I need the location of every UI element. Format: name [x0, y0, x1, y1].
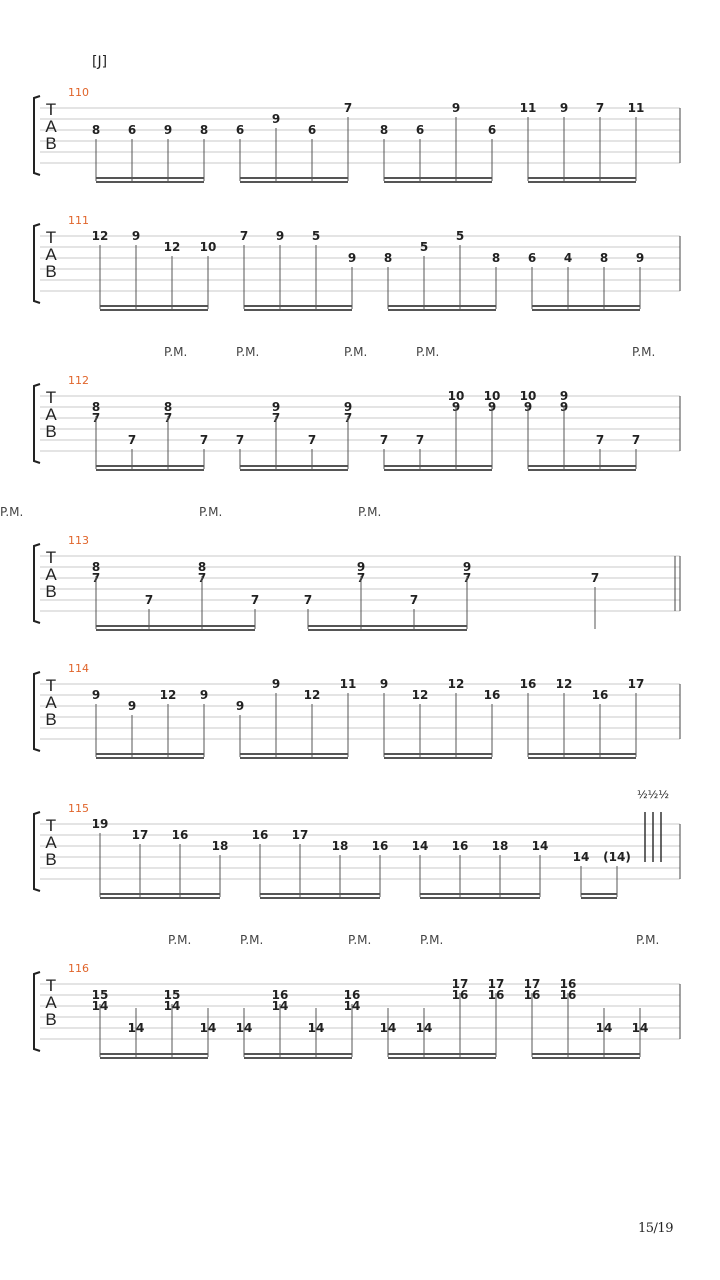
fret-number: 14	[235, 1021, 253, 1035]
tab-clef-letter: T	[45, 100, 57, 119]
fret-number: 14	[91, 999, 109, 1013]
tab-clef-letter: T	[45, 676, 57, 695]
tab-system	[0, 505, 680, 631]
fret-number: 9	[271, 400, 281, 414]
beam	[96, 177, 204, 179]
fret-number: 9	[559, 389, 569, 403]
fret-number: 14	[415, 1021, 433, 1035]
fret-number: 17	[523, 977, 541, 991]
fret-number: 8	[379, 123, 389, 137]
fret-number: 9	[635, 251, 645, 265]
fret-number: 17	[487, 977, 505, 991]
fret-number: 7	[590, 571, 600, 585]
palm-mute-label: P.M.	[168, 933, 192, 947]
fret-number: 7	[91, 571, 101, 585]
palm-mute-label: P.M.	[236, 345, 260, 359]
beam	[244, 1053, 352, 1055]
fret-number: 11	[339, 677, 357, 691]
beam	[260, 893, 380, 895]
measure-number: 113	[68, 534, 89, 547]
tab-clef-letter: T	[45, 976, 57, 995]
fret-number: 14	[163, 999, 181, 1013]
fret-number: 6	[127, 123, 137, 137]
fret-number: 8	[383, 251, 393, 265]
fret-number: 19	[91, 817, 109, 831]
fret-number: 9	[271, 112, 281, 126]
fret-number: 8	[599, 251, 609, 265]
tab-clef-letter: A	[45, 245, 57, 264]
section-label: [J]	[92, 54, 108, 70]
measure-number: 110	[68, 86, 89, 99]
fret-number: 16	[251, 828, 269, 842]
fret-number: 14	[595, 1021, 613, 1035]
beam	[420, 897, 540, 899]
fret-number: 10	[519, 389, 537, 403]
tab-clef-letter: B	[45, 582, 57, 601]
beam	[240, 757, 348, 759]
palm-mute-label: P.M.	[416, 345, 440, 359]
palm-mute-label: P.M.	[344, 345, 368, 359]
tab-system	[34, 345, 680, 471]
measure-number: 112	[68, 374, 89, 387]
beam	[384, 181, 492, 183]
beam	[388, 1053, 496, 1055]
beam	[96, 757, 204, 759]
tab-system	[34, 788, 680, 899]
fret-number: 14	[127, 1021, 145, 1035]
fret-number: 9	[451, 101, 461, 115]
fret-number: 9	[131, 229, 141, 243]
fret-number: 18	[491, 839, 509, 853]
beam	[96, 753, 204, 755]
fret-number: 14	[531, 839, 549, 853]
fret-number: 10	[199, 240, 217, 254]
fret-number: 12	[91, 229, 109, 243]
system-bracket	[34, 96, 40, 175]
fret-number: 14	[379, 1021, 397, 1035]
fret-number: 6	[415, 123, 425, 137]
fret-number: 14	[411, 839, 429, 853]
beam	[240, 465, 348, 467]
fret-number: 14	[343, 999, 361, 1013]
fret-number: 9	[356, 560, 366, 574]
fret-number: 14	[572, 850, 590, 864]
system-bracket	[34, 672, 40, 751]
fret-number: 7	[271, 411, 281, 425]
fret-number: 16	[371, 839, 389, 853]
beam	[528, 757, 636, 759]
beam	[240, 753, 348, 755]
fret-number: 16	[451, 988, 469, 1002]
fret-number: 16	[523, 988, 541, 1002]
beam	[528, 181, 636, 183]
fret-number: 7	[595, 433, 605, 447]
beam	[308, 629, 467, 631]
fret-number: 12	[159, 688, 177, 702]
fret-number: 7	[415, 433, 425, 447]
beam	[532, 309, 640, 311]
fret-number: 12	[163, 240, 181, 254]
beam	[532, 1053, 640, 1055]
fret-number: 15	[91, 988, 109, 1002]
fret-number: 7	[127, 433, 137, 447]
fret-number: 7	[163, 411, 173, 425]
fret-number: 9	[347, 251, 357, 265]
palm-mute-label: P.M.	[632, 345, 656, 359]
measure-number: 111	[68, 214, 89, 227]
beam	[528, 177, 636, 179]
fret-number: 7	[199, 433, 209, 447]
beam	[528, 465, 636, 467]
fret-number: 8	[91, 560, 101, 574]
beam	[420, 893, 540, 895]
fret-number: (14)	[603, 850, 631, 864]
fret-number: 8	[199, 123, 209, 137]
fret-number: 16	[171, 828, 189, 842]
tab-system	[34, 933, 680, 1059]
palm-mute-label: P.M.	[420, 933, 444, 947]
fret-number: 8	[197, 560, 207, 574]
fret-number: 17	[291, 828, 309, 842]
tab-clef-letter: A	[45, 405, 57, 424]
system-bracket	[34, 224, 40, 303]
fret-number: 9	[271, 677, 281, 691]
tab-clef-letter: B	[45, 262, 57, 281]
fret-number: 15	[163, 988, 181, 1002]
fret-number: 7	[343, 101, 353, 115]
fret-number: 7	[239, 229, 249, 243]
beam	[244, 1057, 352, 1059]
beam	[100, 1057, 208, 1059]
fret-number: 14	[199, 1021, 217, 1035]
beam	[100, 897, 220, 899]
fret-number: 9	[559, 101, 569, 115]
system-bracket	[34, 544, 40, 623]
fret-number: 7	[343, 411, 353, 425]
fret-number: 9	[127, 699, 137, 713]
fret-number: 16	[519, 677, 537, 691]
fret-number: 9	[451, 400, 461, 414]
fret-number: 7	[144, 593, 154, 607]
beam	[244, 305, 352, 307]
fret-number: 7	[379, 433, 389, 447]
measure-number: 116	[68, 962, 89, 975]
beam	[528, 469, 636, 471]
tab-clef-letter: T	[45, 548, 57, 567]
tab-clef-letter: A	[45, 833, 57, 852]
fret-number: 7	[409, 593, 419, 607]
fret-number: 9	[163, 123, 173, 137]
beam	[384, 469, 492, 471]
fret-number: 7	[595, 101, 605, 115]
fret-number: 6	[487, 123, 497, 137]
fret-number: 12	[411, 688, 429, 702]
beam	[532, 305, 640, 307]
fret-number: 11	[519, 101, 537, 115]
fret-number: 18	[331, 839, 349, 853]
fret-number: 14	[307, 1021, 325, 1035]
beam	[96, 181, 204, 183]
fret-number: 16	[559, 988, 577, 1002]
beam	[96, 629, 255, 631]
fret-number: 7	[250, 593, 260, 607]
system-bracket	[34, 972, 40, 1051]
fret-number: 7	[197, 571, 207, 585]
fret-number: 7	[307, 433, 317, 447]
beam	[100, 1053, 208, 1055]
fret-number: 7	[303, 593, 313, 607]
fret-number: 9	[523, 400, 533, 414]
fret-number: 7	[462, 571, 472, 585]
beam	[388, 309, 496, 311]
fret-number: 9	[559, 400, 569, 414]
tab-clef-letter: A	[45, 117, 57, 136]
fret-number: 10	[483, 389, 501, 403]
beam	[100, 893, 220, 895]
palm-mute-label: P.M.	[199, 505, 223, 519]
fret-number: 7	[235, 433, 245, 447]
beam	[96, 625, 255, 627]
beam	[100, 305, 208, 307]
system-bracket	[34, 384, 40, 463]
tab-clef-letter: T	[45, 816, 57, 835]
tab-system	[34, 86, 680, 183]
fret-number: 10	[447, 389, 465, 403]
fret-number: 18	[211, 839, 229, 853]
beam	[240, 177, 348, 179]
fret-number: 16	[483, 688, 501, 702]
fret-number: 8	[163, 400, 173, 414]
tab-clef-letter: B	[45, 422, 57, 441]
fret-number: 12	[447, 677, 465, 691]
fret-number: 7	[91, 411, 101, 425]
fret-number: 8	[91, 123, 101, 137]
tab-clef-letter: T	[45, 388, 57, 407]
beam	[100, 309, 208, 311]
fret-number: 9	[235, 699, 245, 713]
fret-number: 9	[462, 560, 472, 574]
fret-number: 11	[627, 101, 645, 115]
fret-number: 5	[455, 229, 465, 243]
fret-number: 8	[491, 251, 501, 265]
fret-number: 5	[311, 229, 321, 243]
fret-number: 12	[303, 688, 321, 702]
beam	[384, 753, 492, 755]
fret-number: 17	[131, 828, 149, 842]
fret-number: 8	[91, 400, 101, 414]
measure-number: 114	[68, 662, 89, 675]
fret-number: 7	[356, 571, 366, 585]
beam	[96, 465, 204, 467]
tab-system	[34, 214, 680, 311]
palm-mute-label: P.M.	[358, 505, 382, 519]
beam	[260, 897, 380, 899]
fret-number: 9	[199, 688, 209, 702]
beam	[240, 469, 348, 471]
fret-number: 16	[343, 988, 361, 1002]
beam	[388, 1057, 496, 1059]
fret-number: 12	[555, 677, 573, 691]
beam	[308, 625, 467, 627]
beam	[384, 757, 492, 759]
palm-mute-label: P.M.	[164, 345, 188, 359]
fret-number: 9	[343, 400, 353, 414]
fret-number: 17	[451, 977, 469, 991]
fret-number: 17	[627, 677, 645, 691]
fret-number: 16	[451, 839, 469, 853]
beam	[240, 181, 348, 183]
system-bracket	[34, 812, 40, 891]
tab-clef-letter: B	[45, 1010, 57, 1029]
beam	[581, 897, 617, 899]
tab-clef-letter: A	[45, 993, 57, 1012]
tab-clef-letter: B	[45, 134, 57, 153]
palm-mute-label: P.M.	[0, 505, 24, 519]
fret-number: 4	[563, 251, 573, 265]
fret-number: 6	[307, 123, 317, 137]
tab-clef-letter: A	[45, 565, 57, 584]
beam	[532, 1057, 640, 1059]
fret-number: 9	[275, 229, 285, 243]
fret-number: 6	[235, 123, 245, 137]
fret-number: 6	[527, 251, 537, 265]
fret-number: 9	[379, 677, 389, 691]
fret-number: 16	[559, 977, 577, 991]
tab-clef-letter: A	[45, 693, 57, 712]
fret-number: 5	[419, 240, 429, 254]
palm-mute-label: P.M.	[348, 933, 372, 947]
fret-number: 16	[591, 688, 609, 702]
page-number: 15/19	[638, 1221, 673, 1236]
fret-number: 7	[631, 433, 641, 447]
beam	[384, 465, 492, 467]
beam	[388, 305, 496, 307]
fret-number: 16	[487, 988, 505, 1002]
fret-number: 9	[91, 688, 101, 702]
tab-system	[34, 662, 680, 759]
whammy-label: ½½½	[637, 788, 669, 801]
fret-number: 9	[487, 400, 497, 414]
beam	[581, 893, 617, 895]
beam	[96, 469, 204, 471]
palm-mute-label: P.M.	[240, 933, 264, 947]
tab-clef-letter: B	[45, 710, 57, 729]
fret-number: 14	[271, 999, 289, 1013]
measure-number: 115	[68, 802, 89, 815]
beam	[528, 753, 636, 755]
beam	[384, 177, 492, 179]
fret-number: 16	[271, 988, 289, 1002]
tab-clef-letter: B	[45, 850, 57, 869]
palm-mute-label: P.M.	[636, 933, 660, 947]
tab-clef-letter: T	[45, 228, 57, 247]
fret-number: 14	[631, 1021, 649, 1035]
beam	[244, 309, 352, 311]
